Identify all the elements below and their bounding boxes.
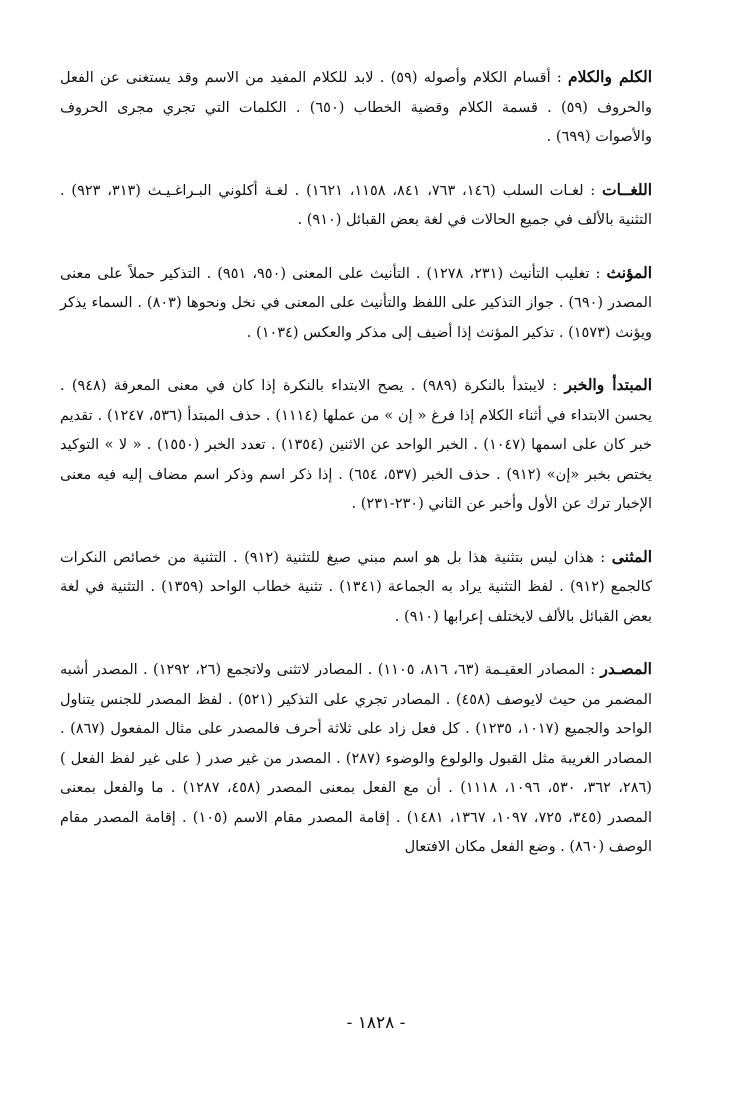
entry-term: المصـدر: [600, 659, 652, 678]
entry-text: : هذان ليس بتثنية هذا بل هو اسم مبني صيغ للتثنية (٩١٢) . التثنية من خصائص النكرات كالجمع (٩١٢) . لفظ التثنية يراد به الجماعة (١٣٤١) . تثنية خطاب الواحد (١٣٥٩) . التثنية في لغة بعض القبائل بالألف لايختلف إعرابها (٩١٠) .: [60, 549, 652, 625]
index-page: [60, 62, 652, 885]
index-entry-masdar: [60, 654, 652, 863]
index-entry-lughat: [60, 175, 652, 236]
index-entry-kalim: [60, 62, 652, 153]
entry-term: المؤنث: [606, 262, 652, 282]
entry-text: : لغـات السلب (١٤٦، ٧٦٣، ٨٤١، ١١٥٨، ١٦٢١) . لغـة أكلوني البـراغـيـث (٣١٣، ٩٢٣) . التثنية بالألف في جميع الحالات في لغة بعض القبائل (٩١٠) .: [60, 182, 652, 228]
entry-term: المثنى: [611, 546, 652, 566]
index-entry-muthanna: [60, 542, 652, 633]
entry-text: : المصادر العقيـمة (٦٣، ٨١٦، ١١٠٥) . المصادر لاتثنى ولاتجمع (٢٦، ١٢٩٢) . المصدر أشبه المضمر من حيث لايوصف (٤٥٨) . المصادر تجري على التذكير (٥٢١) . لفظ المصدر للجنس يتناول الواحد والجميع (١٠١٧، ١٢٣٥) . كل فعل زاد على ثلاثة أحرف فالمصدر على مثال المفعول (٨٦٧) . المصادر الغريبة مثل القبول والولوع والوضوء (٢٨٧) . المصدر من غير صدر ( على غير لفظ الفعل ) (٢٨٦، ٣٦٢، ٥٣٠، ١٠٩٦، ١١١٨) . أن مع الفعل بمعنى المصدر (٤٥٨، ١٢٨٧) . ما والفعل بمعنى المصدر (٣٤٥، ٧٢٥، ١٠٩٧، ١٣٦٧، ١٤٨١) . إقامة المصدر مقام الاسم (١٠٥) . إقامة المصدر مقام الوصف (٨٦٠) . وضع الفعل مكان الافتعال: [60, 662, 652, 855]
entry-term: الكلم والكلام: [568, 67, 652, 86]
index-entry-muannath: [60, 258, 652, 349]
index-entry-mubtada: [60, 370, 652, 520]
entry-term: اللغــات: [601, 179, 653, 199]
entry-term: المبتدأ والخبر: [564, 375, 653, 394]
entry-text: : تغليب التأنيث (٢٣١، ١٢٧٨) . التأنيث على المعنى (٩٥٠، ٩٥١) . التذكير حملاً على معنى المصدر (٦٩٠) . جواز التذكير على اللفظ والتأنيث على المعنى في نخل ونحوها (٨٠٣) . السماء يذكر ويؤنث (١٥٧٣) . تذكير المؤنث إذا أضيف إلى مذكر والعكس (١٠٣٤) .: [60, 265, 652, 341]
entry-text: : لايبتدأ بالنكرة (٩٨٩) . يصح الابتداء بالنكرة إذا كان في معنى المعرفة (٩٤٨) . يحسن الابتداء في أثناء الكلام إذا فرغ « إن » من عملها (١١١٤) . حذف المبتدأ (٥٣٦، ١٢٤٧) . تقديم خبر كان على اسمها (١٠٤٧) . الخبر الواحد عن الاثنين (١٣٥٤) . تعدد الخبر (١٥٥٠) . « لا » التوكيد يختص بخبر «إن» (٩١٢) . حذف الخبر (٥٣٧، ٦٥٤) . إذا ذكر اسم وذكر اسم مضاف إليه فيه معنى الإخبار ترك عن الأول وأخبر عن الثاني (٢٣٠-٢٣١) .: [60, 378, 652, 512]
entry-text: : أقسام الكلام وأصوله (٥٩) . لابد للكلام المفيد من الاسم وقد يستغنى عن الفعل والحروف (٥٩) . قسمة الكلام وقضية الخطاب (٦٥٠) . الكلمات التي تجري مجرى الحروف والأصوات (٦٩٩) .: [60, 70, 652, 145]
page-number: - ١٨٢٨ -: [346, 1013, 406, 1033]
